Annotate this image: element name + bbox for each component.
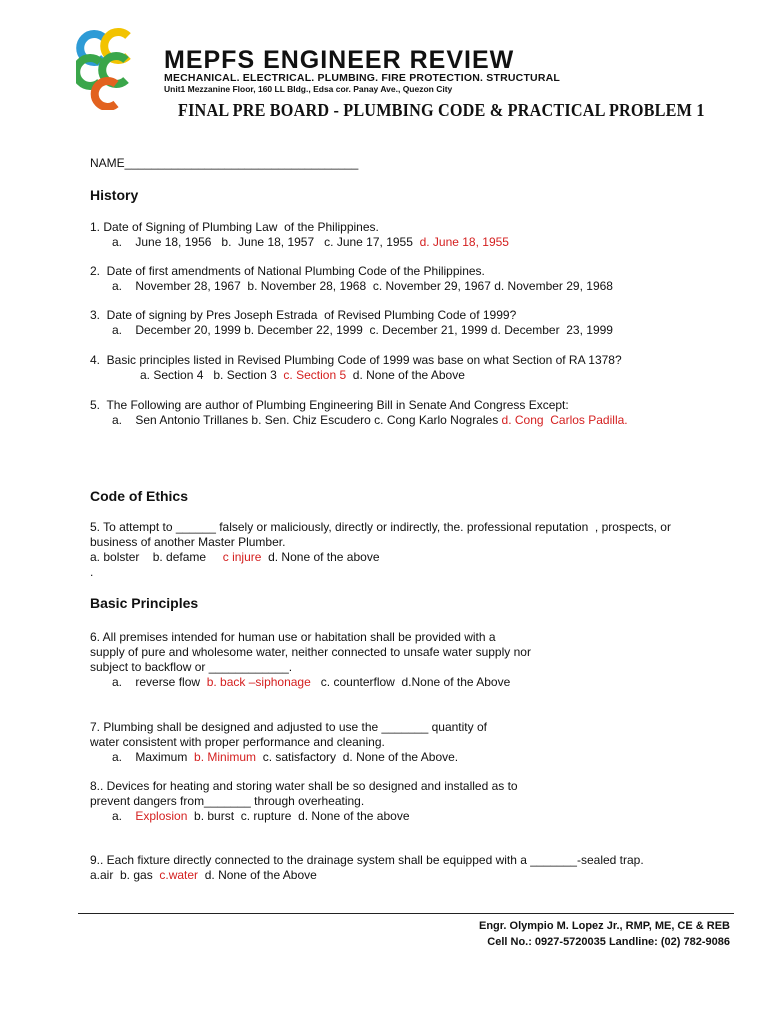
footer-author: Engr. Olympio M. Lopez Jr., RMP, ME, CE & REB (478, 920, 730, 932)
question-6 (90, 630, 531, 690)
correct-answer: d. June 18, 1955 (419, 235, 509, 249)
question-choices: a. June 18, 1956 b. June 18, 1957 c. June 17, 1955 d. June 18, 1955 (112, 235, 509, 249)
correct-answer: d. Cong Carlos Padilla. (501, 413, 628, 427)
footer-divider (78, 913, 734, 914)
question-7 (90, 720, 487, 765)
brand-tagline: MECHANICAL. ELECTRICAL. PLUMBING. FIRE PROTECTION. STRUCTURAL (164, 72, 561, 84)
question-choices: a. Sen Antonio Trillanes b. Sen. Chiz Escudero c. Cong Karlo Nograles d. Cong Carlos Padilla. (112, 413, 628, 427)
question-2 (90, 264, 613, 294)
correct-answer: c injure (222, 550, 262, 564)
question-stem: 9.. Each fixture directly connected to the drainage system shall be equipped with a _______-sealed trap. (90, 853, 644, 867)
question-1 (90, 220, 509, 250)
correct-answer: c. Section 5 (283, 368, 347, 382)
question-choices: a. Section 4 b. Section 3 c. Section 5 d. None of the Above (140, 368, 465, 382)
question-stem: 8.. Devices for heating and storing water shall be so designed and installed as to (90, 779, 518, 793)
question-choices: a.air b. gas c.water d. None of the Above (90, 868, 317, 882)
question-4 (90, 353, 622, 383)
page-footer (479, 918, 730, 950)
mepfs-logo (76, 28, 146, 110)
question-stem: 4. Basic principles listed in Revised Plumbing Code of 1999 was base on what Section of RA 1378? (90, 353, 622, 367)
question-3 (90, 308, 613, 338)
page-header (76, 28, 706, 108)
section-heading-history: History (90, 187, 139, 203)
question-stem: 1. Date of Signing of Plumbing Law of the Philippines. (90, 220, 379, 234)
question-5 (90, 398, 628, 428)
correct-answer: b. back –siphonage (206, 675, 311, 689)
question-stem: 3. Date of signing by Pres Joseph Estrada of Revised Plumbing Code of 1999? (90, 308, 517, 322)
correct-answer: c.water (159, 868, 199, 882)
question-stem: prevent dangers from_______ through overheating. (90, 794, 365, 808)
question-stem: supply of pure and wholesome water, neither connected to unsafe water supply nor (90, 645, 531, 659)
section-heading-principles: Basic Principles (90, 595, 199, 611)
question-stem: 2. Date of first amendments of National Plumbing Code of the Philippines. (90, 264, 485, 278)
question-5b (90, 520, 671, 580)
question-choices: a. Explosion b. burst c. rupture d. None of the above (112, 809, 410, 823)
question-9 (90, 853, 644, 883)
question-choices: a. November 28, 1967 b. November 28, 1968 c. November 29, 1967 d. November 29, 1968 (112, 279, 613, 293)
brand-address: Unit1 Mezzanine Floor, 160 LL Bldg., Edsa cor. Panay Ave., Quezon City (164, 84, 453, 94)
stray-dot: . (90, 565, 94, 579)
question-8 (90, 779, 518, 824)
question-stem: 5. To attempt to ______ falsely or maliciously, directly or indirectly, the. professional reputation , prospects, or (90, 520, 671, 534)
question-choices: a. bolster b. defame c injure d. None of the above (90, 550, 380, 564)
correct-answer: b. Minimum (194, 750, 257, 764)
footer-contact: Cell No.: 0927-5720035 Landline: (02) 782-9086 (487, 936, 730, 948)
question-choices: a. reverse flow b. back –siphonage c. counterflow d.None of the Above (112, 675, 511, 689)
section-heading-ethics: Code of Ethics (90, 488, 189, 504)
question-choices: a. December 20, 1999 b. December 22, 1999 c. December 21, 1999 d. December 23, 1999 (112, 323, 613, 337)
question-stem: business of another Master Plumber. (90, 535, 286, 549)
correct-answer: Explosion (135, 809, 188, 823)
question-stem: 5. The Following are author of Plumbing Engineering Bill in Senate And Congress Except: (90, 398, 569, 412)
question-stem: subject to backflow or ____________. (90, 660, 293, 674)
question-stem: water consistent with proper performance and cleaning. (90, 735, 385, 749)
name-line: NAME___________________________________ (90, 156, 359, 170)
question-choices: a. Maximum b. Minimum c. satisfactory d. None of the Above. (112, 750, 459, 764)
exam-title: FINAL PRE BOARD - PLUMBING CODE & PRACTICAL PROBLEM 1 (178, 100, 705, 120)
question-stem: 6. All premises intended for human use or habitation shall be provided with a (90, 630, 496, 644)
question-stem: 7. Plumbing shall be designed and adjusted to use the _______ quantity of (90, 720, 487, 734)
brand-name: MEPFS ENGINEER REVIEW (164, 46, 515, 74)
